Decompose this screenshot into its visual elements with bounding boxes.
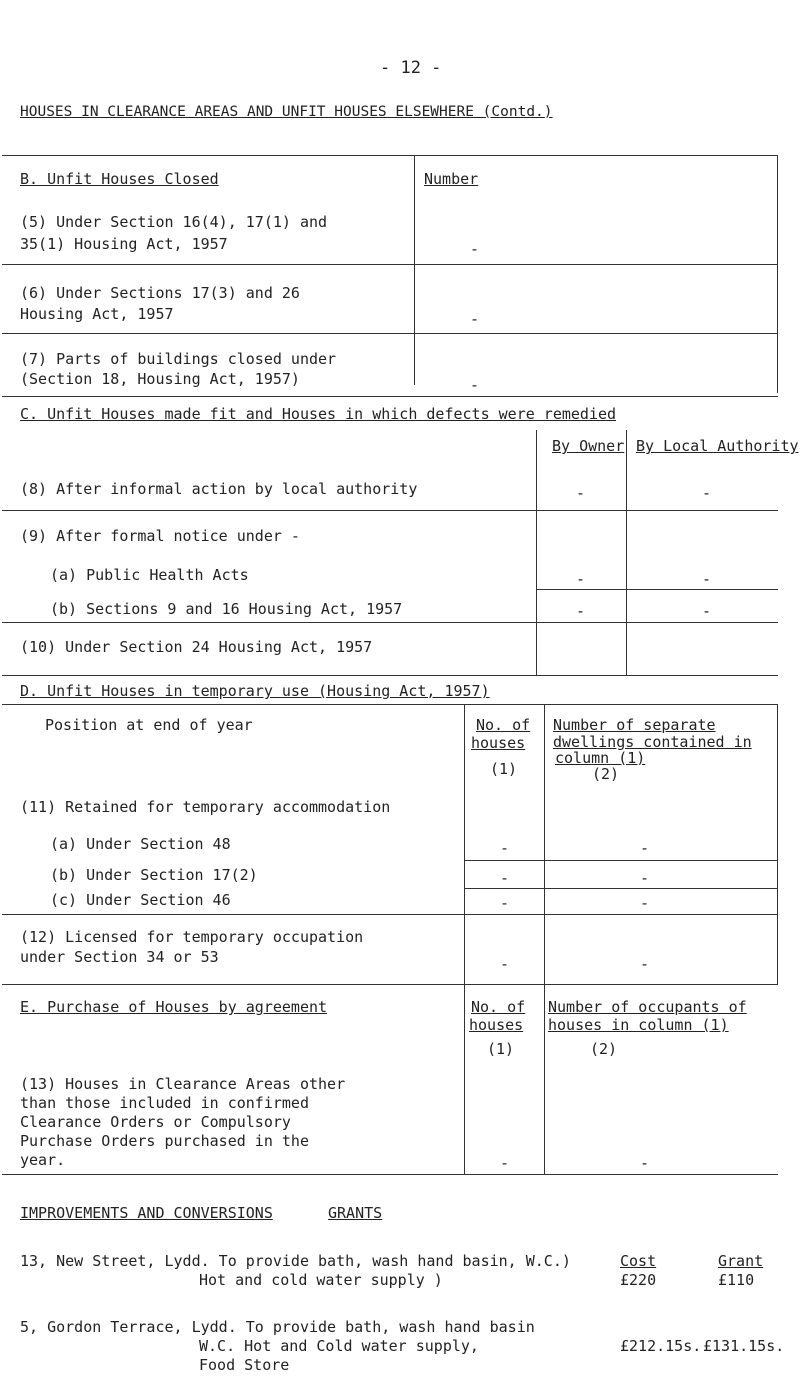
row-9a-owner: -	[576, 570, 586, 588]
grant-2-line-3: Food Store	[199, 1356, 290, 1374]
grants-heading: IMPROVEMENTS AND CONVERSIONS	[20, 1204, 273, 1222]
row-12-label: (12) Licensed for temporary occupation	[20, 928, 364, 946]
row-5-label-cont	[20, 235, 228, 253]
col-grant-header: Grant	[718, 1252, 764, 1270]
col-number-header: Number	[424, 170, 479, 188]
row-10-label: (10) Under Section 24 Housing Act, 1957	[20, 638, 373, 656]
col-dwellings-number: (2)	[592, 765, 620, 783]
col-e-houses-header: No. of	[471, 998, 526, 1016]
row-6-label-line2: Housing Act, 1957	[20, 305, 174, 323]
col-houses-number: (1)	[490, 760, 518, 778]
row-13-occupants: -	[640, 1154, 650, 1172]
row-11b-dwellings: -	[640, 869, 650, 887]
grant-2-grant: £131.15s.	[703, 1337, 785, 1355]
col-by-local-authority: By Local Authority	[636, 437, 799, 455]
row-12-label-line2: under Section 34 or 53	[20, 948, 219, 966]
row-11b-label: (b) Under Section 17(2)	[50, 866, 258, 884]
row-6-label-cont	[20, 305, 174, 323]
row-8-label: (8) After informal action by local authority	[20, 480, 418, 498]
col-occupants-header-2: houses in column (1)	[548, 1016, 729, 1034]
page-number: - 12 -	[380, 58, 442, 78]
page-title: HOUSES IN CLEARANCE AREAS AND UNFIT HOUSES ELSEWHERE (Contd.)	[20, 104, 553, 120]
row-5-label-line2: 35(1) Housing Act, 1957	[20, 235, 228, 253]
row-7-label: (7) Parts of buildings closed under	[20, 350, 337, 368]
row-12-dwellings: -	[640, 955, 650, 973]
row-11a-houses: -	[500, 839, 510, 857]
row-7-label-line2: (Section 18, Housing Act, 1957)	[20, 370, 300, 388]
col-cost-header: Cost	[620, 1252, 657, 1270]
row-9b-authority: -	[702, 602, 712, 620]
row-9a-label: (a) Public Health Acts	[50, 566, 249, 584]
section-c-heading: C. Unfit Houses made fit and Houses in which defects were remedied	[20, 405, 617, 423]
grant-1-line-1: 13, New Street, Lydd. To provide bath, wash hand basin, W.C.)	[20, 1252, 571, 1270]
col-occupants-number: (2)	[590, 1040, 618, 1058]
row-13-line-2: than those included in confirmed	[20, 1094, 309, 1112]
grant-1-line-2: Hot and cold water supply )	[199, 1271, 443, 1289]
grants-heading-2: GRANTS	[328, 1204, 383, 1222]
section-b-heading: B. Unfit Houses Closed	[20, 170, 219, 188]
grant-1-cost: £220	[620, 1271, 657, 1289]
row-9b-label: (b) Sections 9 and 16 Housing Act, 1957	[50, 600, 403, 618]
section-e-heading: E. Purchase of Houses by agreement	[20, 998, 328, 1016]
col-houses-header: No. of	[476, 716, 531, 734]
row-8-authority: -	[702, 484, 712, 502]
row-11c-dwellings: -	[640, 894, 650, 912]
grant-2-line-2: W.C. Hot and Cold water supply,	[199, 1337, 479, 1355]
col-houses-header-2: houses	[471, 734, 526, 752]
row-9-label: (9) After formal notice under -	[20, 527, 300, 545]
row-6-value: -	[470, 310, 480, 328]
col-e-houses-header-2: houses	[469, 1016, 524, 1034]
row-12-houses: -	[500, 955, 510, 973]
col-dwellings-header-2: dwellings contained in	[553, 733, 752, 751]
grant-1-grant: £110	[718, 1271, 755, 1289]
row-9a-authority: -	[702, 570, 712, 588]
grant-2-cost: £212.15s.	[620, 1337, 702, 1355]
col-by-owner: By Owner	[552, 437, 625, 455]
row-5-label: (5) Under Section 16(4), 17(1) and	[20, 213, 328, 231]
row-13-line-3: Clearance Orders or Compulsory	[20, 1113, 291, 1131]
col-position-header: Position at end of year	[45, 716, 253, 734]
row-11b-houses: -	[500, 869, 510, 887]
row-11c-houses: -	[500, 894, 510, 912]
grant-2-line-1: 5, Gordon Terrace, Lydd. To provide bath, wash hand basin	[20, 1318, 535, 1336]
row-5-value: -	[470, 240, 480, 258]
section-d-heading: D. Unfit Houses in temporary use (Housing Act, 1957)	[20, 682, 490, 700]
col-e-houses-number: (1)	[487, 1040, 515, 1058]
row-6-label: (6) Under Sections 17(3) and 26	[20, 284, 300, 302]
row-11a-label: (a) Under Section 48	[50, 835, 231, 853]
row-11c-label: (c) Under Section 46	[50, 891, 231, 909]
row-13-line-1: (13) Houses in Clearance Areas other	[20, 1075, 346, 1093]
col-dwellings-header-3: column (1)	[555, 749, 646, 767]
col-dwellings-header: Number of separate	[553, 716, 716, 734]
col-occupants-header: Number of occupants of	[548, 998, 747, 1016]
row-13-houses: -	[500, 1154, 510, 1172]
row-11-label: (11) Retained for temporary accommodation	[20, 798, 391, 816]
row-12-label-cont	[20, 948, 219, 966]
row-7-label-cont	[20, 370, 300, 388]
row-13-line-4: Purchase Orders purchased in the	[20, 1132, 309, 1150]
row-11a-dwellings: -	[640, 839, 650, 857]
row-9b-owner: -	[576, 602, 586, 620]
row-8-owner: -	[576, 484, 586, 502]
row-7-value: -	[470, 376, 480, 394]
row-13-line-5: year.	[20, 1151, 66, 1169]
